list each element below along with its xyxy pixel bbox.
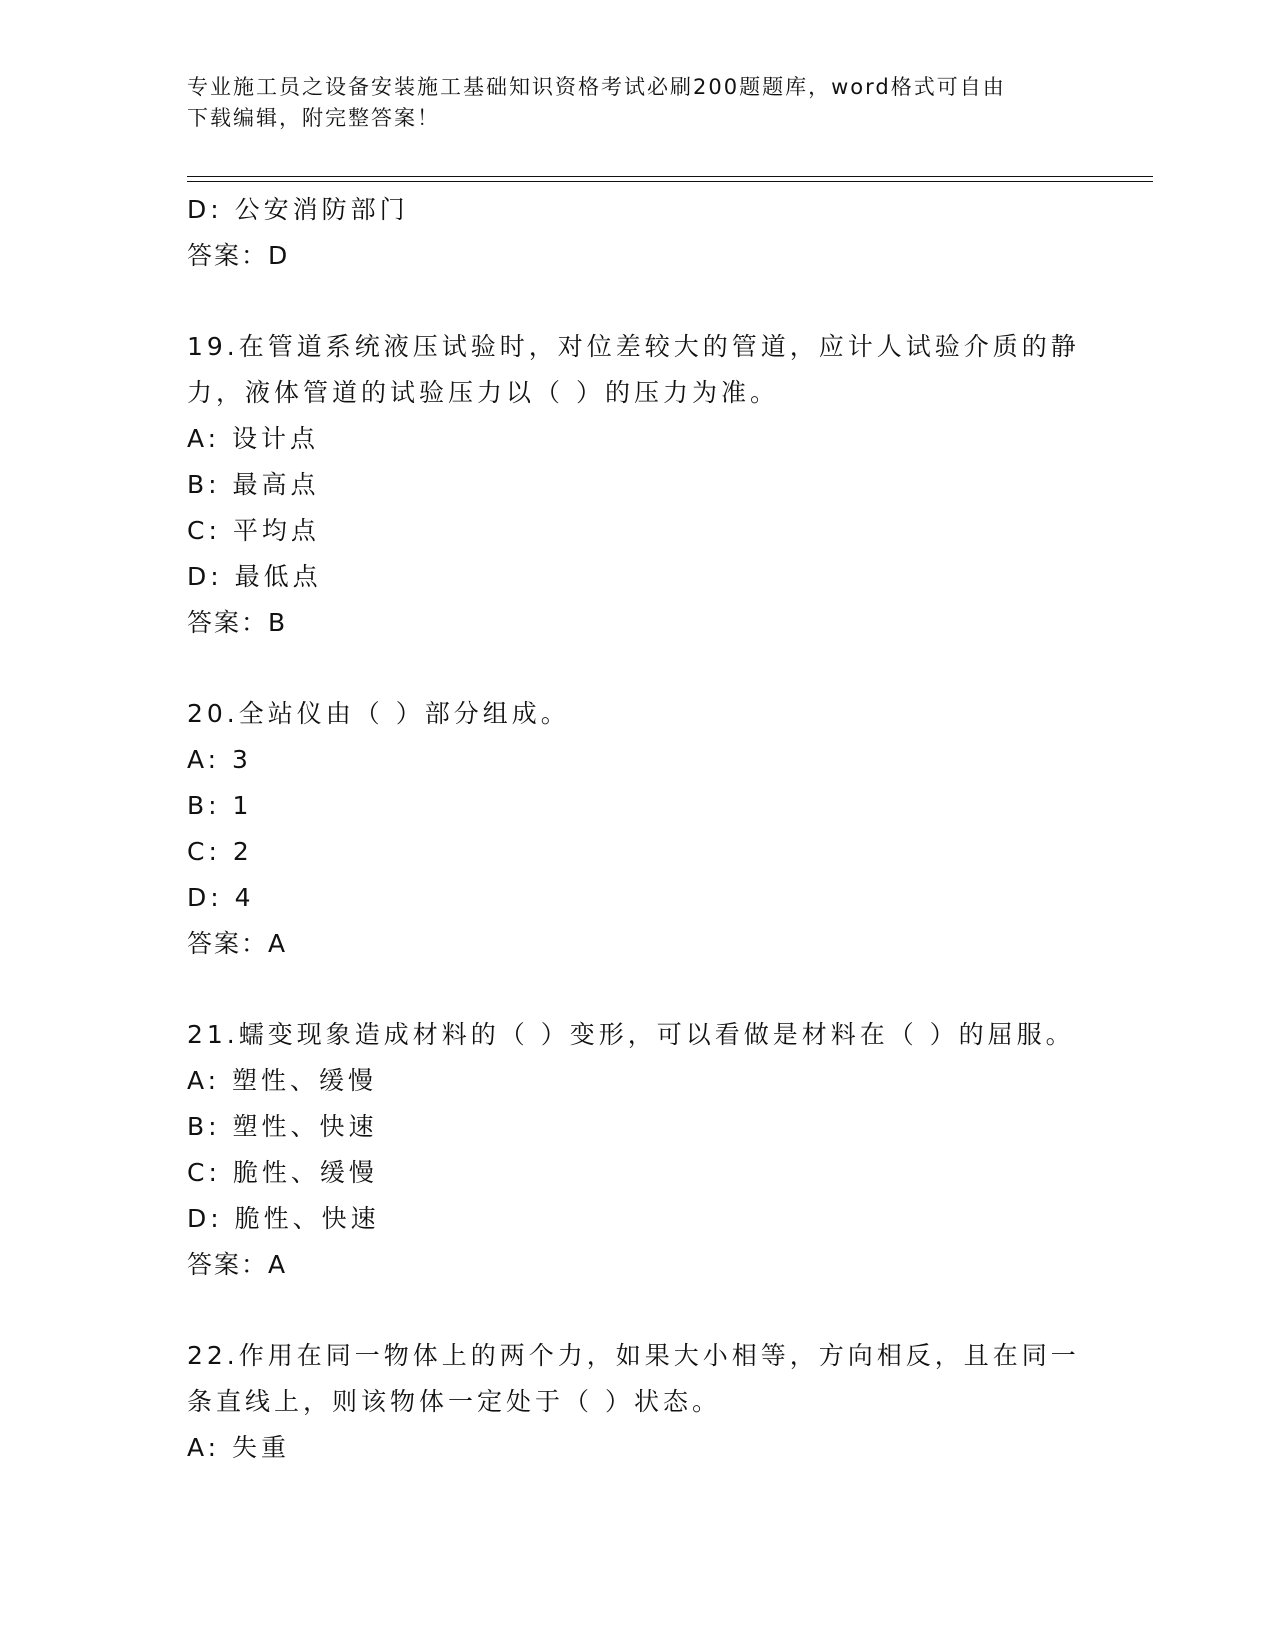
header-divider-bottom bbox=[187, 181, 1153, 182]
question-19-option-c: C: 平均点 bbox=[187, 516, 320, 545]
question-19-text-line-2: 力，液体管道的试验压力以（ ）的压力为准。 bbox=[187, 378, 779, 407]
question-20-option-c: C: 2 bbox=[187, 837, 253, 866]
question-21-option-a: A: 塑性、缓慢 bbox=[187, 1066, 378, 1095]
header-line-1: 专业施工员之设备安装施工基础知识资格考试必刷200题题库，word格式可自由 bbox=[187, 75, 1006, 99]
question-21-option-d: D: 脆性、快速 bbox=[187, 1204, 380, 1233]
question-19-answer: 答案：B bbox=[187, 608, 288, 637]
question-20-option-d: D: 4 bbox=[187, 883, 255, 912]
document-header bbox=[187, 72, 1067, 134]
question-20 bbox=[187, 691, 1087, 967]
question-22 bbox=[187, 1333, 1087, 1471]
question-21-option-b: B: 塑性、快速 bbox=[187, 1112, 378, 1141]
prev-option-d: D: 公安消防部门 bbox=[187, 195, 409, 224]
question-19 bbox=[187, 324, 1087, 646]
question-21-option-c: C: 脆性、缓慢 bbox=[187, 1158, 378, 1187]
question-20-answer: 答案：A bbox=[187, 929, 288, 958]
question-19-text-line-1: 19.在管道系统液压试验时，对位差较大的管道，应计人试验介质的静 bbox=[187, 332, 1080, 361]
question-19-option-d: D: 最低点 bbox=[187, 562, 322, 591]
question-22-text-line-1: 22.作用在同一物体上的两个力，如果大小相等，方向相反，且在同一 bbox=[187, 1341, 1080, 1370]
question-20-option-a: A: 3 bbox=[187, 745, 252, 774]
question-22-text-line-2: 条直线上，则该物体一定处于（ ）状态。 bbox=[187, 1387, 721, 1416]
question-21-text: 21.蠕变现象造成材料的（ ）变形，可以看做是材料在（ ）的屈服。 bbox=[187, 1020, 1075, 1049]
question-20-option-b: B: 1 bbox=[187, 791, 253, 820]
question-21 bbox=[187, 1012, 1087, 1288]
document-body bbox=[187, 187, 1087, 1471]
question-19-option-a: A: 设计点 bbox=[187, 424, 320, 453]
header-divider-top bbox=[187, 176, 1153, 177]
question-22-option-a: A: 失重 bbox=[187, 1433, 291, 1462]
question-19-option-b: B: 最高点 bbox=[187, 470, 320, 499]
prev-answer: 答案：D bbox=[187, 241, 290, 270]
question-21-answer: 答案：A bbox=[187, 1250, 288, 1279]
question-20-text: 20.全站仪由（ ）部分组成。 bbox=[187, 699, 570, 728]
header-line-2: 下载编辑，附完整答案！ bbox=[187, 106, 440, 130]
